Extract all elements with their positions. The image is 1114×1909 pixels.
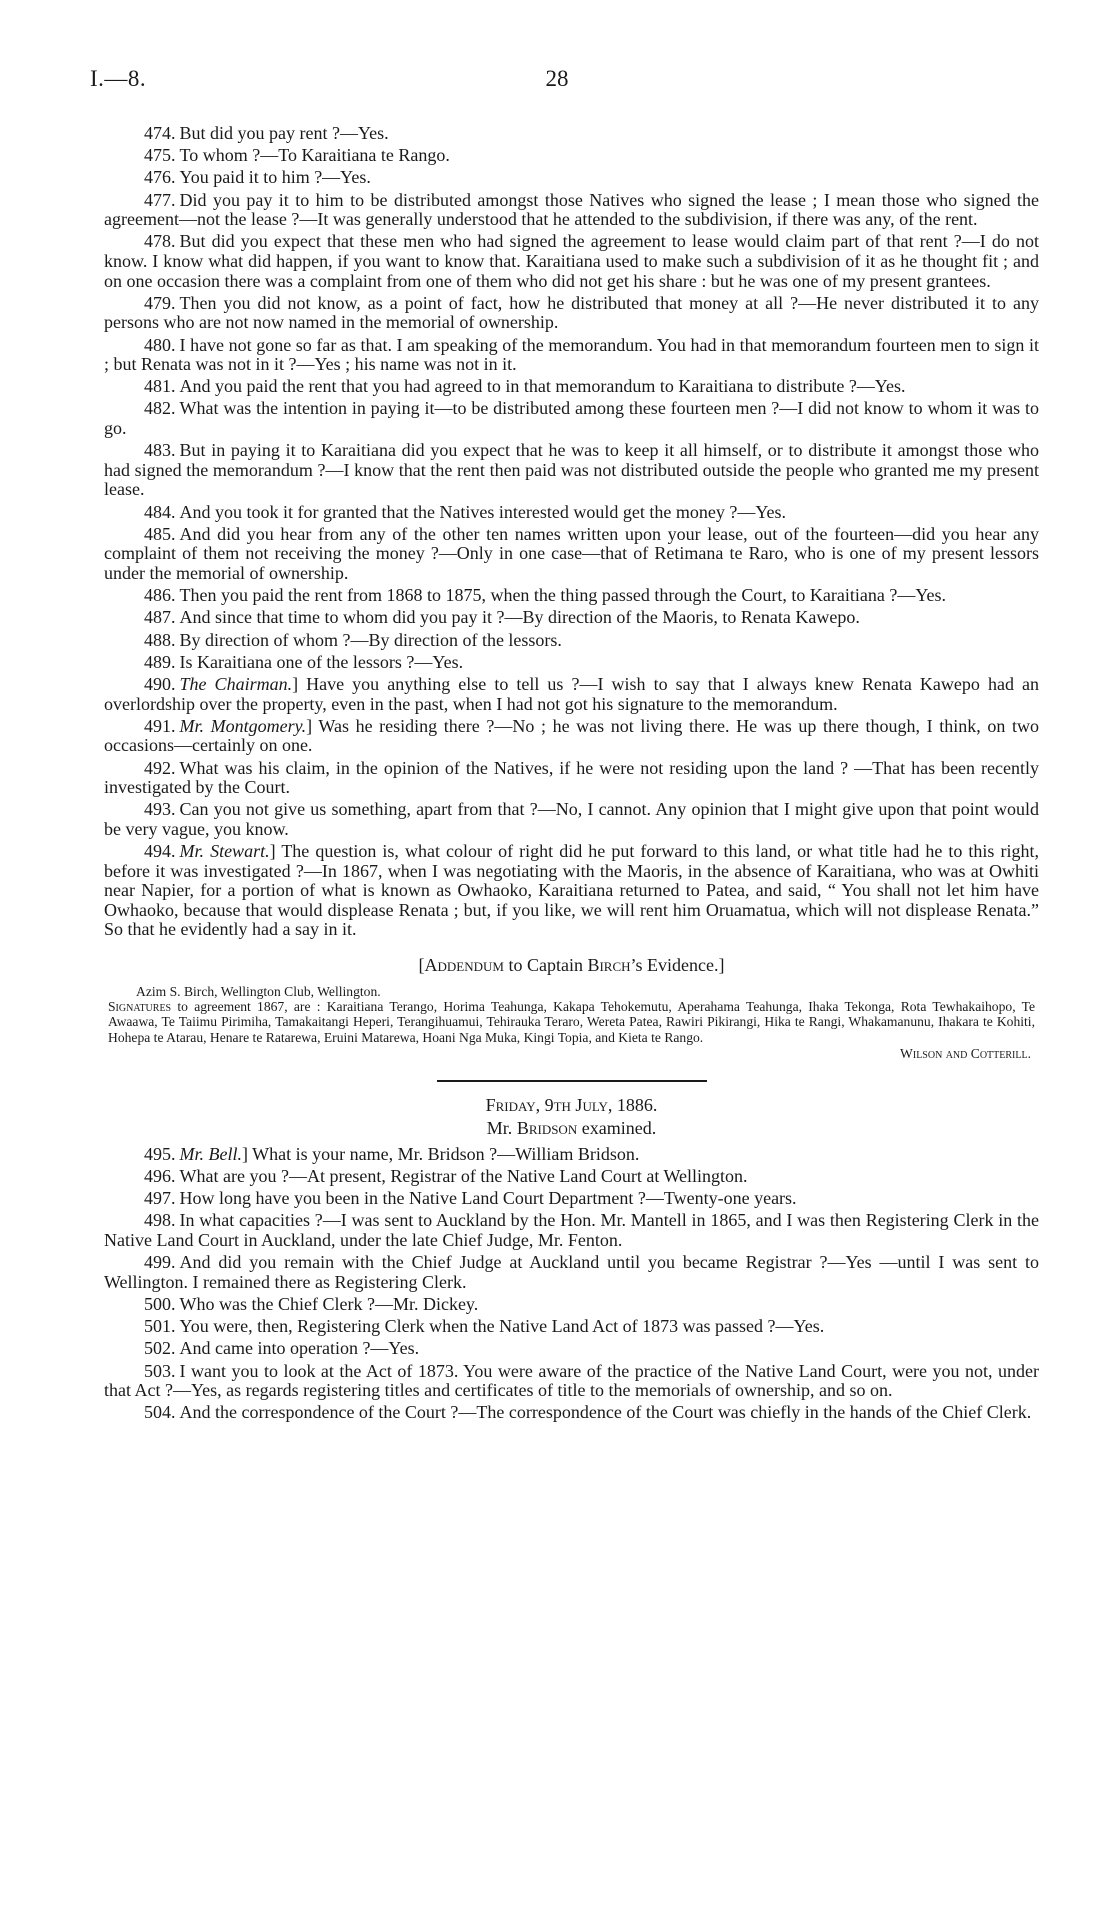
question-text: And you paid the rent that you had agreed to in that memorandum to Karaitiana to distribute ?—Yes.	[179, 376, 906, 397]
question-paragraph: 491. Mr. Montgomery.] Was he residing there ?—No ; he was not living there. He was up there though, I think, on two occasions—certainly on one.	[104, 715, 1039, 756]
question-number: 485.	[144, 523, 176, 544]
document-reference: I.—8.	[90, 66, 147, 91]
question-number: 502.	[144, 1338, 176, 1359]
speaker-name: Mr. Montgomery.	[179, 715, 307, 736]
question-number: 480.	[144, 334, 176, 355]
question-paragraph	[104, 631, 1039, 651]
question-text: But in paying it to Karaitiana did you expect that he was to keep it all himself, or to distribute it amongst those who had signed the memorandum ?—I know that the rent then paid was not distributed outside the people who granted me my present lease.	[104, 440, 1039, 500]
question-number: 490.	[144, 673, 176, 694]
question-text: What was his claim, in the opinion of the Natives, if he were not residing upon the land ? —That has been recently investigated by the Court.	[104, 757, 1039, 798]
question-paragraph	[104, 800, 1039, 839]
question-number: 503.	[144, 1360, 176, 1381]
question-paragraph	[104, 525, 1039, 584]
question-number: 493.	[144, 799, 176, 820]
question-number: 477.	[144, 189, 176, 210]
question-paragraph	[104, 1362, 1039, 1401]
question-paragraph	[104, 124, 1039, 144]
question-text: And the correspondence of the Court ?—The correspondence of the Court was chiefly in the hands of the Chief Clerk.	[179, 1402, 1032, 1423]
question-paragraph	[104, 377, 1039, 397]
question-text: Then you did not know, as a point of fact, how he distributed that money at all ?—He never distributed it to any persons who are not now named in the memorial of ownership.	[104, 292, 1039, 333]
question-text: The question is, what colour of right did he put forward to this land, or what title had he to this right, before it was investigated ?—In 1867, when I was negotiating with the Maoris, in the absence of Karaitiana, who was at Owhiti near Napier, for a portion of what is known as Owhaoko, Karaitiana returned to Patea, and said, “ You shall not let him have Owhaoko, because that would displease Renata ; but, if you like, we will rent him Oruamatua, which will not displease Renata.” So that he evidently had a say in it.	[104, 841, 1039, 940]
question-paragraph	[104, 1403, 1039, 1423]
question-number: 486.	[144, 585, 176, 606]
question-paragraph	[104, 1167, 1039, 1187]
addendum-block	[108, 984, 1035, 1062]
question-number: 491.	[144, 715, 176, 736]
question-number: 475.	[144, 145, 176, 166]
session-date-heading: Friday, 9th July, 1886.	[485, 1094, 658, 1115]
question-text: I have not gone so far as that. I am speaking of the memorandum. You had in that memorandum fourteen men to sign it ; but Renata was not in it ?—Yes ; his name was not in it.	[104, 334, 1039, 375]
speaker-name: The Chairman.	[179, 673, 293, 694]
evidence-questions-bottom	[104, 1145, 1039, 1423]
question-number: 494.	[144, 841, 176, 862]
speaker-name: Mr. Bell.	[179, 1143, 242, 1164]
question-text: I want you to look at the Act of 1873. You were aware of the practice of the Native Land Court, were you not, under that Act ?—Yes, as regards registering titles and certificates of title to the memorials of ownership, and so on.	[104, 1360, 1039, 1401]
question-text: Was he residing there ?—No ; he was not living there. He was up there though, I think, on two occasions—certainly on one.	[104, 715, 1039, 756]
question-paragraph: 494. Mr. Stewart.] The question is, what colour of right did he put forward to this land, or what title had he to this right, before it was investigated ?—In 1867, when I was negotiating with the Maoris, in the absence of Karaitiana, who was at Owhiti near Napier, for a portion of what is known as Owhaoko, Karaitiana returned to Patea, and said, “ You shall not let him have Owhaoko, because that would displease Renata ; but, if you like, we will rent him Oruamatua, which will not displease Renata.” So that he evidently had a say in it.	[104, 841, 1039, 940]
question-paragraph	[104, 191, 1039, 230]
question-number: 487.	[144, 607, 176, 628]
question-text: And since that time to whom did you pay it ?—By direction of the Maoris, to Renata Kawepo.	[179, 607, 860, 628]
section-divider	[437, 1080, 707, 1082]
question-paragraph: 490. The Chairman.] Have you anything else to tell us ?—I wish to say that I always knew Renata Kawepo had an overlordship over the property, even in the past, when I had not got his signature to the memorandum.	[104, 673, 1040, 714]
question-text: And did you remain with the Chief Judge at Auckland until you became Registrar ?—Yes —until I was sent to Wellington. I remained there as Registering Clerk.	[104, 1252, 1039, 1292]
question-paragraph	[104, 146, 1039, 166]
question-paragraph	[104, 653, 1039, 673]
question-number: 489.	[144, 651, 176, 672]
question-paragraph	[104, 232, 1039, 291]
question-paragraph	[104, 1211, 1039, 1250]
question-text: In what capacities ?—I was sent to Auckland by the Hon. Mr. Mantell in 1865, and I was then Registering Clerk in the Native Land Court in Auckland, under the late Chief Judge, Mr. Fenton.	[104, 1210, 1039, 1250]
question-text: Who was the Chief Clerk ?—Mr. Dickey.	[179, 1293, 479, 1314]
addendum-heading: [Addendum to Captain Birch’s Evidence.]	[418, 955, 725, 976]
question-paragraph: 495. Mr. Bell.] What is your name, Mr. Bridson ?—William Bridson.	[144, 1143, 640, 1164]
question-paragraph	[104, 294, 1039, 333]
question-text: But did you expect that these men who had signed the agreement to lease would claim part of that rent ?—I do not know. I know what did happen, if you want to know that. Karaitiana used to make such a subdivision of it as he thought fit ; and on one occasion there was a complaint from one of them who did not get his share : but he was one of my present grantees.	[104, 231, 1039, 291]
question-text: You were, then, Registering Clerk when the Native Land Act of 1873 was passed ?—Yes.	[179, 1316, 825, 1337]
addendum-signature: Wilson and Cotterill.	[900, 1046, 1031, 1062]
question-number: 498.	[144, 1210, 176, 1231]
question-number: 476.	[144, 167, 176, 188]
question-text: What is your name, Mr. Bridson ?—William Bridson.	[252, 1143, 640, 1164]
question-text: And did you hear from any of the other ten names written upon your lease, out of the fourteen—did you hear any complaint of them not receiving the money ?—Only in one case—that of Retimana te Raro, who is one of my present lessors under the memorial of ownership.	[104, 523, 1039, 583]
evidence-questions-top	[104, 124, 1039, 940]
question-paragraph	[104, 1295, 1039, 1315]
question-number: 479.	[144, 292, 176, 313]
question-text: How long have you been in the Native Land Court Department ?—Twenty-one years.	[179, 1188, 797, 1209]
question-paragraph	[104, 168, 1039, 188]
question-paragraph	[104, 1189, 1039, 1209]
question-text: Did you pay it to him to be distributed amongst those Natives who signed the lease ; I mean those who signed the agreement—not the lease ?—It was generally understood that he attended to the subdivision, if there was any, of the rent.	[104, 189, 1039, 230]
question-text: And came into operation ?—Yes.	[179, 1338, 420, 1359]
question-paragraph	[104, 503, 1039, 523]
question-number: 488.	[144, 629, 176, 650]
question-paragraph	[104, 441, 1039, 500]
question-paragraph	[104, 399, 1039, 438]
question-text: Can you not give us something, apart from that ?—No, I cannot. Any opinion that I might give upon that point would be very vague, you know.	[104, 799, 1039, 839]
question-text: What was the intention in paying it—to be distributed among these fourteen men ?—I did not know to whom it was to go.	[104, 398, 1039, 439]
page-body	[104, 124, 1039, 1426]
question-paragraph	[104, 336, 1039, 375]
page-number: 28	[545, 66, 569, 91]
speaker-name: Mr. Stewart.	[179, 841, 270, 862]
question-number: 492.	[144, 757, 176, 778]
page-header	[90, 66, 1024, 96]
question-number: 484.	[144, 501, 176, 522]
question-text: You paid it to him ?—Yes.	[179, 167, 371, 188]
question-text: Have you anything else to tell us ?—I wish to say that I always knew Renata Kawepo had an overlordship over the property, even in the past, when I had not got his signature to the memorandum.	[104, 673, 1040, 714]
question-number: 504.	[144, 1402, 176, 1423]
question-number: 496.	[144, 1166, 176, 1187]
question-number: 474.	[144, 123, 176, 143]
question-paragraph	[104, 1339, 1039, 1359]
question-number: 497.	[144, 1188, 176, 1209]
question-text: By direction of whom ?—By direction of the lessors.	[179, 629, 562, 650]
witness-examined-heading: Mr. Bridson examined.	[486, 1118, 657, 1139]
question-paragraph	[104, 759, 1039, 798]
question-number: 481.	[144, 376, 176, 397]
question-paragraph	[104, 1317, 1039, 1337]
question-text: What are you ?—At present, Registrar of the Native Land Court at Wellington.	[179, 1166, 748, 1187]
addendum-address: Azim S. Birch, Wellington Club, Wellington.	[136, 983, 381, 999]
question-text: Is Karaitiana one of the lessors ?—Yes.	[179, 651, 464, 672]
question-number: 500.	[144, 1293, 176, 1314]
question-text: Then you paid the rent from 1868 to 1875, when the thing passed through the Court, to Karaitiana ?—Yes.	[179, 585, 947, 606]
question-number: 478.	[144, 231, 176, 252]
question-text: To whom ?—To Karaitiana te Rango.	[179, 145, 450, 166]
question-number: 482.	[144, 398, 176, 419]
addendum-signatures: Signatures to agreement 1867, are : Karaitiana Terango, Horima Teahunga, Kakapa Tehokemutu, Aperahama Teahunga, Ihaka Tekonga, Rota Tewhakaihopo, Te Awaawa, Te Taiimu Pirimiha, Tamakaitangi Heperi, Terangihuamui, Tehirauka Teraro, Wereta Patea, Rawiri Pikirangi, Hika te Rangi, Whakamanunu, Ihakara te Kohiti, Hohepa te Atarau, Henare te Ratarewa, Eruini Matarewa, Hoani Nga Muka, Kingi Topia, and Kieta te Rango.	[108, 999, 1035, 1045]
question-text: But did you pay rent ?—Yes.	[179, 123, 389, 143]
question-paragraph	[104, 1253, 1039, 1292]
question-number: 501.	[144, 1316, 176, 1337]
question-number: 499.	[144, 1252, 176, 1273]
question-paragraph	[104, 608, 1039, 628]
question-text: And you took it for granted that the Natives interested would get the money ?—Yes.	[179, 501, 787, 522]
question-number: 495.	[144, 1143, 176, 1164]
question-number: 483.	[144, 440, 176, 461]
question-paragraph	[104, 586, 1039, 606]
